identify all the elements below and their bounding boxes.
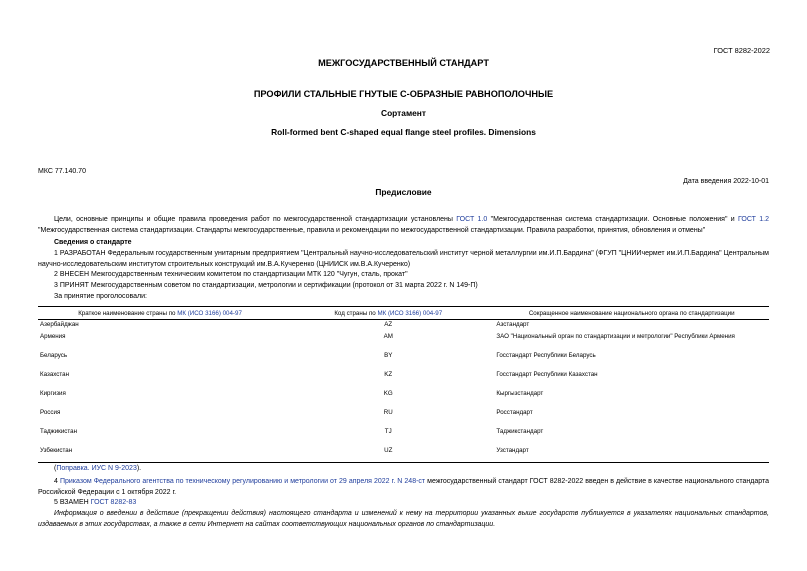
standard-type: МЕЖГОСУДАРСТВЕННЫЙ СТАНДАРТ <box>318 58 489 68</box>
table-row <box>38 446 769 463</box>
body-cell: Кыргызстандарт <box>496 390 544 397</box>
body-cell: Росстандарт <box>496 409 533 416</box>
voted-label: За принятие проголосовали: <box>54 293 147 300</box>
item-number: 4 <box>54 478 60 485</box>
preface-heading: Предисловие <box>375 187 432 197</box>
mks-code: МКС 77.140.70 <box>38 168 86 175</box>
document-subtitle: Сортамент <box>381 108 426 118</box>
table-row <box>38 351 769 370</box>
gost-8282-83-link[interactable]: ГОСТ 8282-83 <box>90 499 137 506</box>
code-cell: UZ <box>282 446 494 463</box>
country-cell: Азербайджан <box>40 321 79 328</box>
column-header-country <box>38 307 282 320</box>
item-5-replaces <box>38 498 769 509</box>
body-cell: Таджикстандарт <box>496 428 544 435</box>
column-header-code <box>282 307 494 320</box>
item-text: межгосударственный стандарт ГОСТ 8282-2022 введен в действие в качестве национального стандарта Российской Федерации с 1 октября 2022 г. <box>38 478 769 496</box>
item-4-order <box>38 477 769 498</box>
goals-paragraph <box>38 215 769 236</box>
table-row <box>38 320 769 333</box>
voting-states-table <box>38 306 769 463</box>
code-cell: KG <box>383 390 393 397</box>
table-row <box>38 332 769 351</box>
code-cell: KZ <box>384 371 393 378</box>
gost-1-2-link[interactable]: ГОСТ 1.2 <box>738 216 769 223</box>
table-header-row <box>38 307 769 320</box>
intro-date: Дата введения 2022-10-01 <box>683 178 769 185</box>
document-code: ГОСТ 8282-2022 <box>713 46 770 55</box>
mk-iso-link[interactable]: МК (ИСО 3166) 004-97 <box>177 309 242 317</box>
mk-iso-link[interactable]: МК (ИСО 3166) 004-97 <box>377 309 443 317</box>
country-cell: Казахстан <box>40 371 69 378</box>
body-cell: Госстандарт Республики Казахстан <box>496 371 598 378</box>
code-cell: TJ <box>384 428 392 435</box>
country-cell: Россия <box>40 409 61 416</box>
goals-text: "Межгосударственная система стандартизации. Стандарты межгосударственные, правила и рекомендации по межгосударственной стандартизации. Правила разработки, принятия, обновления и отмены" <box>38 226 706 234</box>
table-row <box>38 408 769 427</box>
table-row <box>38 427 769 446</box>
order-link[interactable]: Приказом Федерального агентства по техническому регулированию и метрологии от 29 апреля 2022 г. N 248-ст <box>59 478 426 485</box>
body-cell: Узстандарт <box>494 446 769 463</box>
publication-notice: Информация о введении в действие (прекращении действия) настоящего стандарта и изменений к нему на территории указанных выше государств публикуется в указателях национальных стандартов, издаваемых в этих государствах, а также в сети Интернет на сайтах соответствующих национальных органов по стандартизации. <box>38 510 769 528</box>
header-text: Код страны по <box>334 309 378 317</box>
goals-text: "Межгосударственная система стандартизации. Основные положения" и <box>487 216 738 223</box>
body-cell: Азстандарт <box>496 321 530 328</box>
body-cell: ЗАО "Национальный орган по стандартизации и метрологии" Республики Армения <box>496 333 735 340</box>
body-cell: Госстандарт Республики Беларусь <box>496 352 596 359</box>
amendment-link[interactable]: Поправка. ИУС N 9-2023 <box>56 465 137 472</box>
gost-1-0-link[interactable]: ГОСТ 1.0 <box>456 216 488 223</box>
column-header-body: Сокращенное наименование национального органа по стандартизации <box>494 307 769 320</box>
amendment-text: ( <box>54 465 57 472</box>
item-2-introduced: 2 ВНЕСЕН Межгосударственным техническим комитетом по стандартизации МТК 120 "Чугун, сталь, прокат" <box>54 271 408 278</box>
header-text: Краткое наименование страны по <box>78 309 178 317</box>
code-cell: AM <box>383 333 393 340</box>
document-title: ПРОФИЛИ СТАЛЬНЫЕ ГНУТЫЕ С-ОБРАЗНЫЕ РАВНОПОЛОЧНЫЕ <box>253 89 554 99</box>
code-cell: RU <box>383 409 393 416</box>
code-cell: AZ <box>384 321 393 328</box>
country-cell: Беларусь <box>40 352 68 359</box>
document-title-english: Roll-formed bent C-shaped equal flange steel profiles. Dimensions <box>271 127 536 137</box>
country-cell: Киргизия <box>40 390 66 397</box>
table-row <box>38 389 769 408</box>
item-1-developed: 1 РАЗРАБОТАН Федеральным государственным унитарным предприятием "Центральный научно-исследовательский институт черной металлургии им.И.П.Бардина" (ФГУП "ЦНИИчермет им.И.П.Бардина" Центральным научно-исследовательским институтом строительных конструкций им.В.А.Кучеренко (ЦНИИСК им.В.А.Кучеренко) <box>38 250 769 268</box>
item-text: 5 ВЗАМЕН <box>54 499 91 506</box>
amendment-note <box>38 464 769 475</box>
table-row <box>38 370 769 389</box>
code-cell: BY <box>384 352 393 359</box>
goals-text: Цели, основные принципы и общие правила проведения работ по межгосударственной стандартизации установлены <box>54 216 457 223</box>
info-heading: Сведения о стандарте <box>54 239 132 246</box>
country-cell: Узбекистан <box>38 446 282 463</box>
amendment-text: ). <box>136 465 142 472</box>
country-cell: Таджикистан <box>40 428 78 435</box>
country-cell: Армения <box>40 333 66 340</box>
item-3-adopted: 3 ПРИНЯТ Межгосударственным советом по стандартизации, метрологии и сертификации (протокол от 31 марта 2022 г. N 149-П) <box>54 282 478 289</box>
